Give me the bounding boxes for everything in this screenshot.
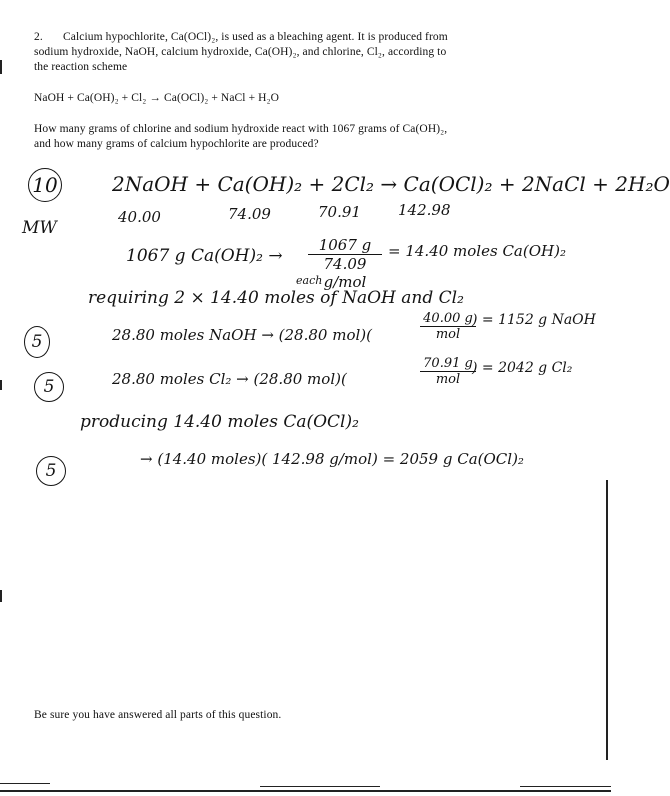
question-line-3: the reaction scheme	[34, 61, 128, 73]
cl2-calculation: 28.80 moles Cl₂ → (28.80 mol)(	[112, 370, 347, 388]
reaction-equation: NaOH + Ca(OH)₂ + Cl₂ → Ca(OCl)₂ + NaCl + H₂O	[34, 92, 280, 104]
caocl2-points-circle	[36, 456, 66, 486]
naoh-fraction-numerator: 40.00 g	[420, 311, 476, 327]
question-line-2: sodium hydroxide, NaOH, calcium hydroxide, Ca(OH)₂, and chlorine, Cl₂, according to	[34, 46, 447, 58]
points-total-circle	[28, 168, 62, 202]
requiring-line: requiring 2 × 14.40 moles of NaOH and Cl₂	[88, 288, 464, 308]
moles-fraction-numerator: 1067 g	[308, 236, 382, 255]
producing-line: producing 14.40 moles Ca(OCl)₂	[80, 412, 359, 432]
naoh-fraction	[420, 311, 476, 342]
footer-instruction: Be sure you have answered all parts of this question.	[34, 709, 282, 721]
balanced-equation: 2NaOH + Ca(OH)₂ + 2Cl₂ → Ca(OCl)₂ + 2NaCl + 2H₂O	[112, 172, 670, 196]
requiring-each-note: each	[296, 274, 323, 287]
naoh-fraction-denominator: mol	[435, 327, 461, 342]
cl2-result: ) = 2042 g Cl₂	[472, 360, 573, 376]
caocl2-calculation: → (14.40 moles)( 142.98 g/mol) = 2059 g Ca(OCl)₂	[140, 450, 524, 468]
moles-result: = 14.40 moles Ca(OH)₂	[388, 242, 566, 260]
mw-cl2: 70.91	[318, 203, 361, 221]
scan-edge-mark	[0, 380, 2, 390]
caocl2-points: 5	[45, 461, 57, 481]
mw-naoh: 40.00	[118, 208, 161, 226]
question-number: 2.	[34, 31, 43, 43]
page-bottom-mark-right	[520, 786, 611, 787]
naoh-points: 5	[31, 332, 43, 352]
page-bottom-border	[0, 790, 611, 792]
cl2-points: 5	[43, 377, 55, 397]
naoh-points-circle	[24, 326, 50, 358]
moles-fraction-denominator: 74.09 g/mol	[323, 255, 367, 291]
question-prompt-2: and how many grams of calcium hypochlorite are produced?	[34, 138, 319, 150]
scan-edge-mark	[0, 60, 2, 74]
page-bottom-mark-left	[0, 783, 50, 784]
question-prompt-1: How many grams of chlorine and sodium hydroxide react with 1067 grams of Ca(OH)₂,	[34, 123, 448, 135]
moles-given: 1067 g Ca(OH)₂ →	[126, 246, 283, 266]
page-bottom-mark-center	[260, 786, 380, 787]
cl2-fraction-denominator: mol	[435, 372, 461, 387]
question-line-1: Calcium hypochlorite, Ca(OCl)₂, is used as a bleaching agent. It is produced from	[63, 31, 448, 43]
cl2-fraction-numerator: 70.91 g	[420, 356, 476, 372]
mw-caocl2: 142.98	[398, 201, 451, 219]
naoh-calculation: 28.80 moles NaOH → (28.80 mol)(	[112, 326, 372, 344]
page-right-edge	[606, 480, 608, 760]
scan-edge-mark	[0, 590, 2, 602]
mw-caoh2: 74.09	[228, 205, 271, 223]
cl2-points-circle	[34, 372, 64, 402]
cl2-fraction	[420, 356, 476, 387]
naoh-result: ) = 1152 g NaOH	[472, 312, 596, 328]
points-total: 10	[32, 173, 58, 197]
mw-label: MW	[22, 218, 57, 238]
